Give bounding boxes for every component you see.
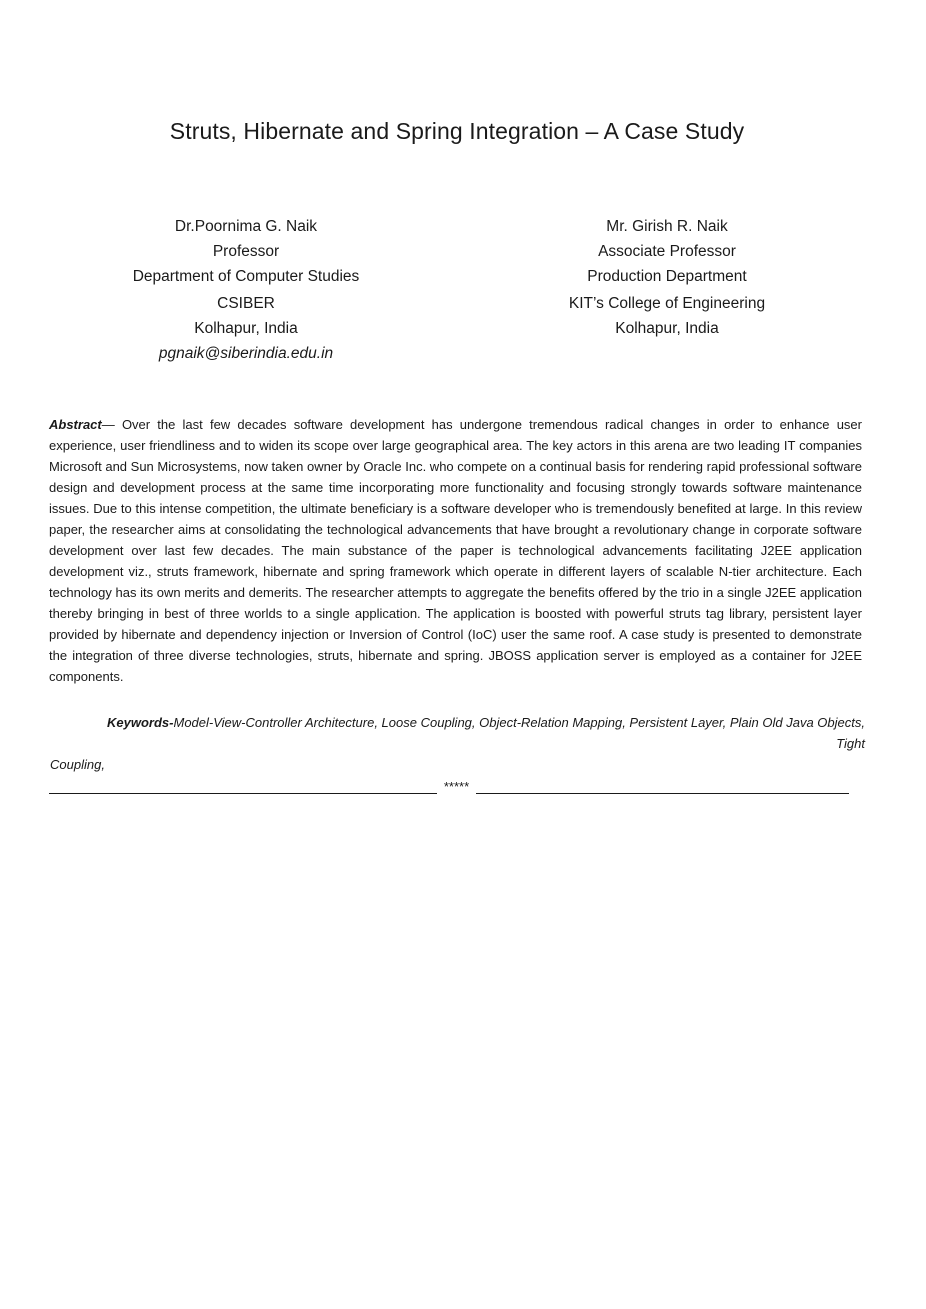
author-name: Dr.Poornima G. Naik: [174, 218, 318, 235]
separator-rule-right: [476, 793, 849, 794]
keywords-label: Keywords-: [107, 715, 174, 730]
author-department: Production Department: [587, 268, 747, 285]
author-institution: CSIBER: [217, 295, 275, 312]
abstract-text: Over the last few decades software development has undergone tremendous radical changes in order to enhance user experience, user friendliness and to widen its scope over large geographical area. The key actors in this arena are two leading IT companies Microsoft and Sun Microsystems, now taken owner by Oracle Inc. who compete on a continual basis for rendering rapid professional software design and development process at the same time incorporating more functionality and focusing strongly towards software maintenance issues. Due to this intense competition, the ultimate beneficiary is a software developer who is tremendously benefited at large. In this review paper, the researcher aims at consolidating the technological advancements that have brought a revolutionary change in corporate software development over last few decades. The main substance of the paper is technological advancements facilitating J2EE application development viz., struts framework, hibernate and spring framework which operate in different layers of scalable N-tier architecture. Each technology has its own merits and demerits. The researcher attempts to aggregate the benefits offered by the trio in a single J2EE application thereby bringing in best of three worlds to a single application. The application is boosted with powerful struts tag library, persistent layer provided by hibernate and dependency injection or Inversion of Control (IoC) user the same roof. A case study is presented to demonstrate the integration of three diverse technologies, struts, hibernate and spring. JBOSS application server is employed as a container for J2EE components.: [49, 417, 862, 684]
author-email: pgnaik@siberindia.edu.in: [158, 345, 334, 362]
author-location: Kolhapur, India: [615, 320, 719, 337]
author-location: Kolhapur, India: [194, 320, 298, 337]
separator-stars: *****: [443, 779, 470, 794]
author-name: Mr. Girish R. Naik: [606, 218, 728, 235]
keywords-line-1: [49, 712, 865, 733]
author-department: Department of Computer Studies: [132, 268, 360, 285]
keywords-text-1: Model-View-Controller Architecture, Loose Coupling, Object-Relation Mapping, Persistent Layer, Plain Old Java Objects,: [173, 715, 865, 730]
abstract-dash: —: [101, 417, 122, 432]
section-separator: [49, 778, 849, 798]
author-block-1: [96, 214, 396, 366]
author-designation: Associate Professor: [598, 243, 736, 260]
keywords-line-3: Coupling,: [50, 757, 105, 772]
paper-title: Struts, Hibernate and Spring Integration – A Case Study: [169, 118, 745, 144]
author-block-2: [517, 214, 817, 341]
abstract-label: Abstract: [49, 417, 102, 432]
keywords-line-2: Tight: [836, 736, 865, 751]
keywords-section: [49, 712, 865, 775]
separator-rule-left: [49, 793, 437, 794]
abstract-paragraph: [49, 414, 862, 687]
author-designation: Professor: [212, 243, 280, 260]
author-institution: KIT’s College of Engineering: [568, 295, 766, 312]
